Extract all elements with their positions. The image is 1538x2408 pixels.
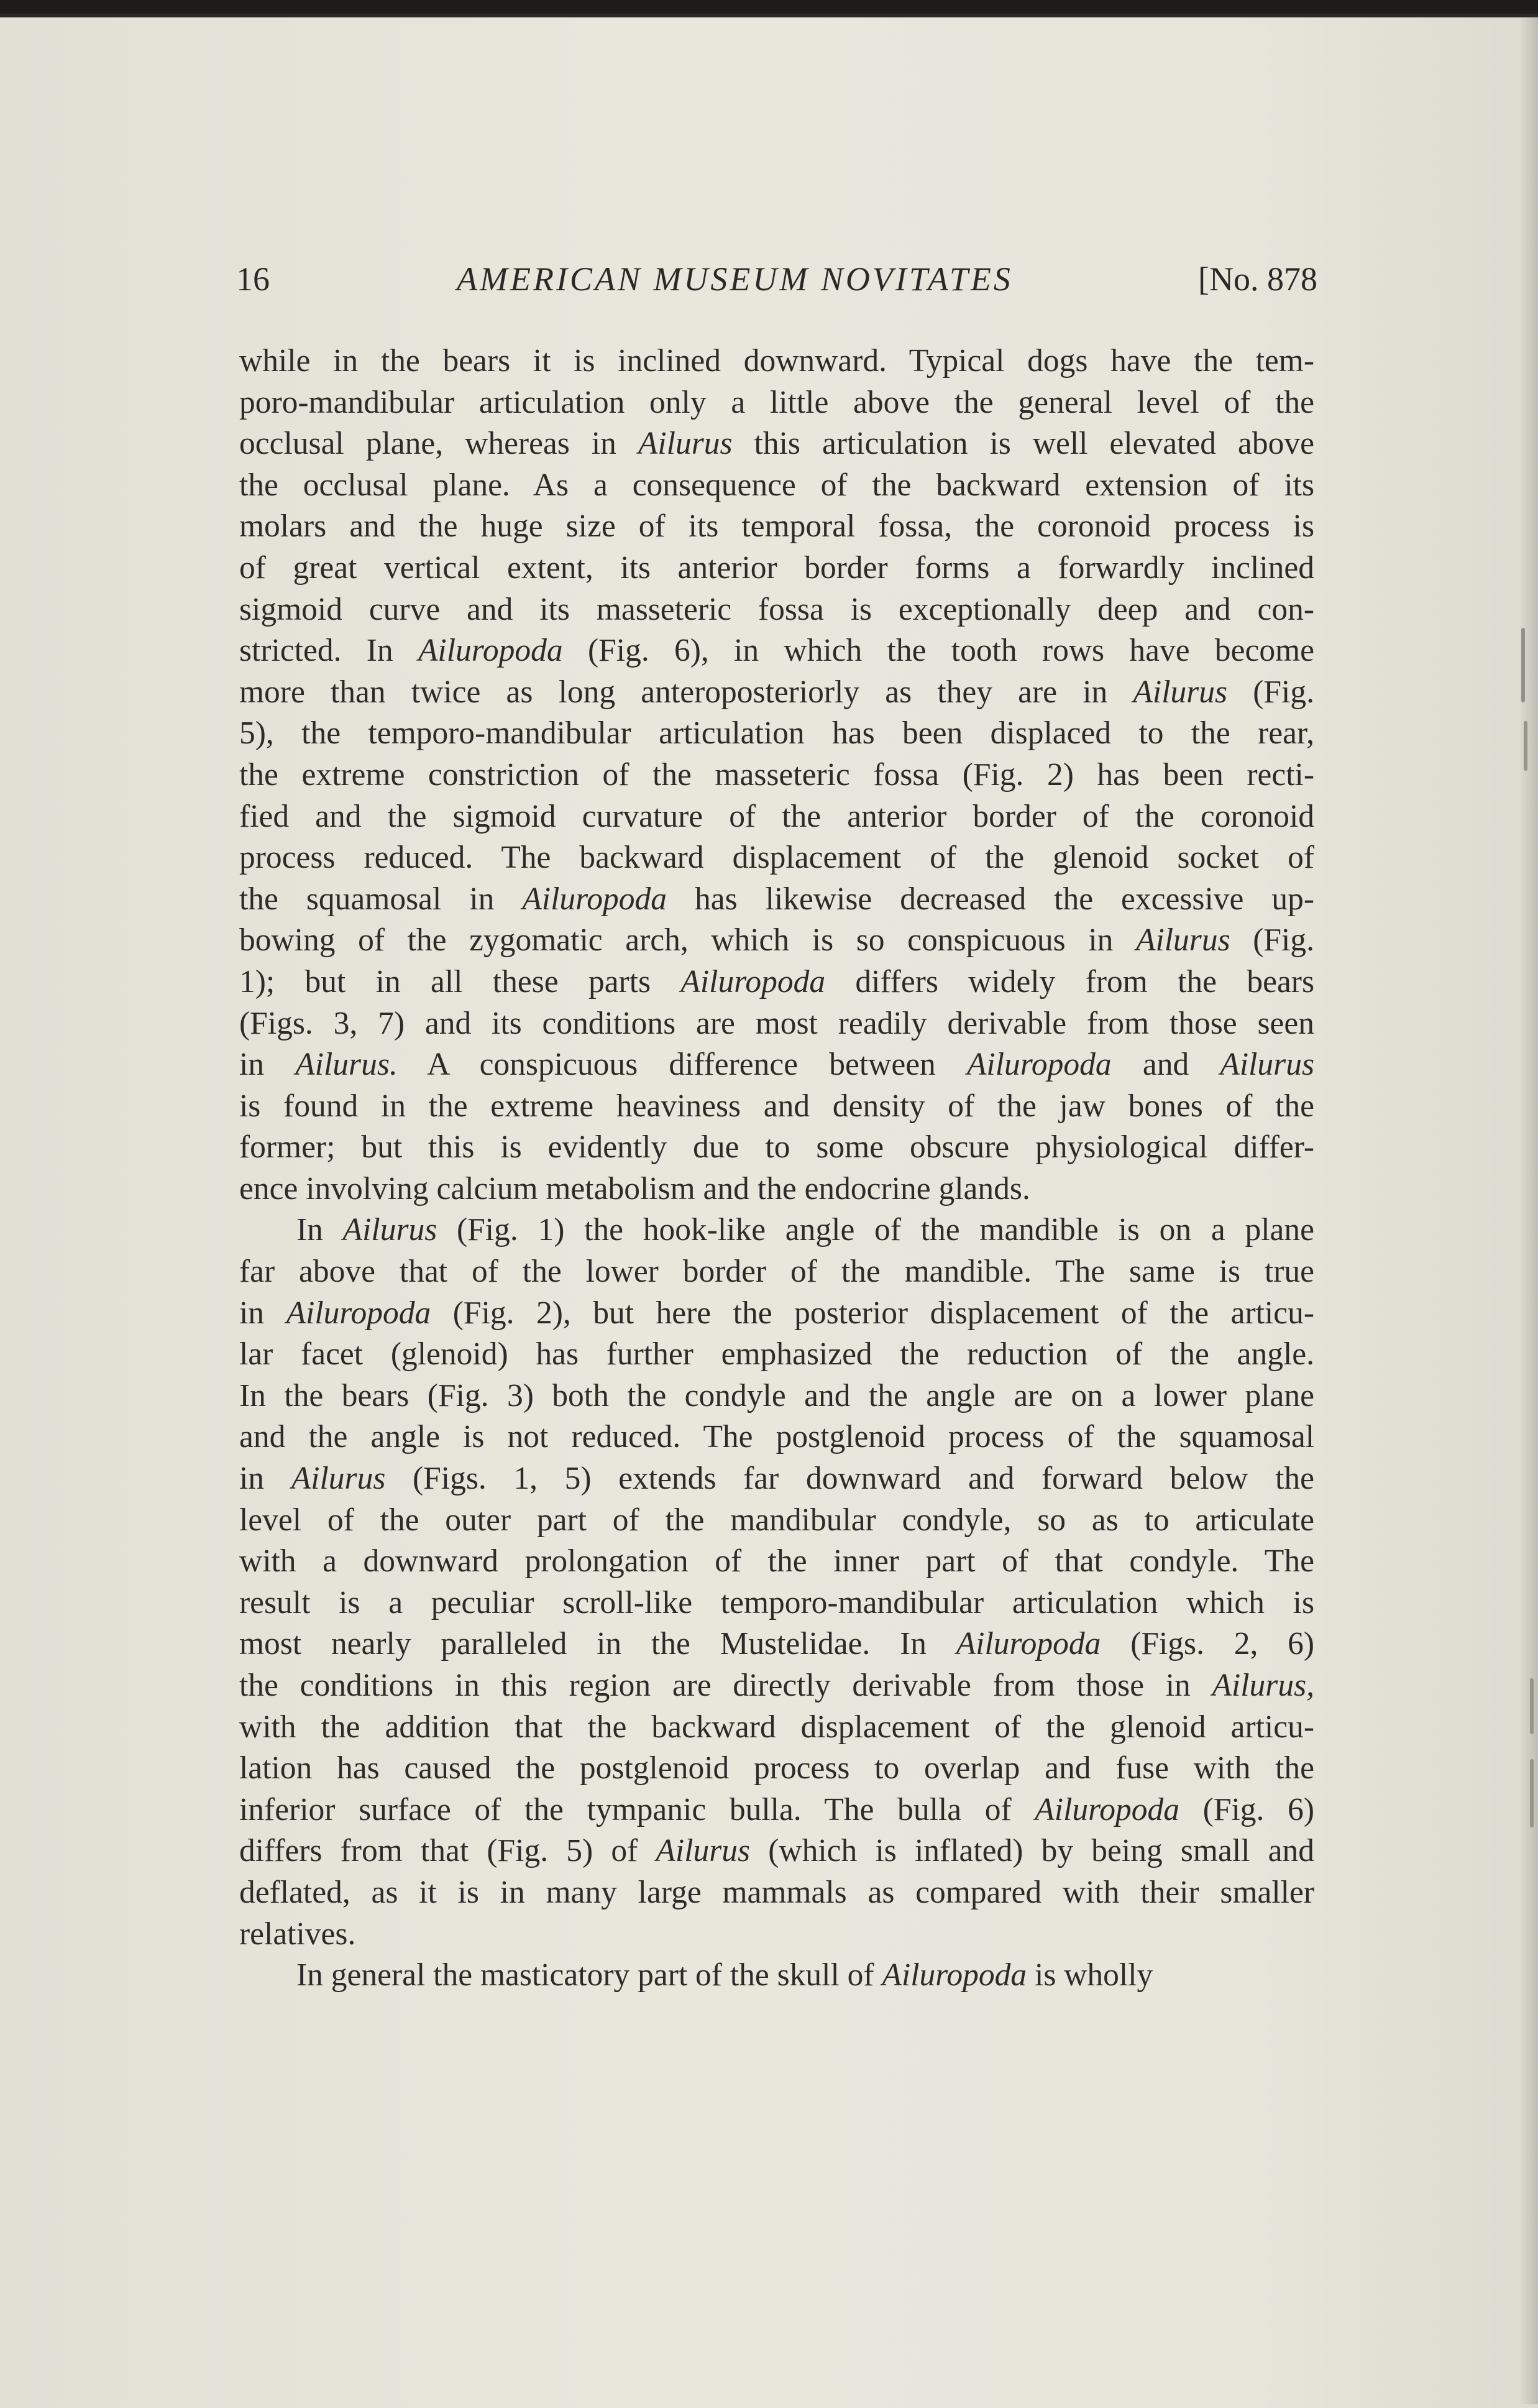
text-line: [239, 1872, 1314, 1914]
text-line: [239, 1293, 1314, 1335]
italic-taxon: Ailurus.: [295, 1047, 398, 1083]
text-run: (Fig.: [1230, 922, 1314, 958]
text-line: [239, 713, 1314, 755]
text-run: In general the masticatory part of the skull of: [296, 1957, 882, 1993]
text-run: stricted. In: [239, 633, 418, 669]
text-run: (Figs. 3, 7) and its conditions are most readily derivable from those seen: [239, 1005, 1314, 1041]
text-run: this articulation is well elevated above: [732, 426, 1314, 462]
text-line: [239, 1707, 1314, 1749]
text-run: (Fig. 1) the hook-like angle of the mandible is on a plane: [437, 1212, 1314, 1248]
text-run: 5), the temporo-mandibular articulation has been displaced to the rear,: [239, 715, 1314, 751]
text-line: [239, 1003, 1314, 1045]
text-run: fied and the sigmoid curvature of the anterior border of the coronoid: [239, 798, 1314, 834]
page-number: 16: [236, 260, 270, 298]
italic-taxon: Ailurus: [1133, 674, 1228, 710]
text-run: more than twice as long anteroposteriorly as they are in: [239, 674, 1133, 710]
text-run: while in the bears it is inclined downward. Typical dogs have the tem-: [239, 343, 1314, 379]
text-line: [239, 1790, 1314, 1831]
text-run: (Fig. 6): [1179, 1791, 1314, 1827]
text-run: poro-mandibular articulation only a little above the general level of the: [239, 384, 1314, 420]
text-run: of great vertical extent, its anterior border forms a forwardly inclined: [239, 549, 1314, 586]
text-run: level of the outer part of the mandibular condyle, so as to articulate: [239, 1502, 1314, 1538]
text-line: [239, 423, 1314, 465]
text-line: [239, 630, 1314, 672]
text-line: [239, 920, 1314, 962]
italic-taxon: Ailuropoda: [956, 1626, 1101, 1662]
text-line: [239, 1417, 1314, 1458]
text-run: lation has caused the postglenoid process to overlap and fuse with the: [239, 1750, 1314, 1786]
text-line: [239, 1127, 1314, 1169]
italic-taxon: Ailurus: [1135, 922, 1230, 958]
text-line: [239, 1044, 1314, 1086]
text-run: (Fig. 6), in which the tooth rows have become: [562, 633, 1315, 669]
text-line: [239, 1086, 1314, 1128]
text-line: [239, 465, 1314, 507]
text-run: (Fig.: [1227, 674, 1314, 710]
body-text: [239, 341, 1314, 1997]
text-run: in: [239, 1047, 296, 1083]
text-line: [239, 589, 1314, 631]
text-run: with the addition that the backward displacement of the glenoid articu-: [239, 1709, 1314, 1745]
text-run: (Figs. 2, 6): [1101, 1626, 1314, 1662]
italic-taxon: Ailuropoda: [522, 881, 667, 917]
italic-taxon: Ailurus: [638, 426, 733, 462]
text-line: [239, 962, 1314, 1003]
text-line: [239, 1376, 1314, 1417]
italic-taxon: Ailuropoda: [882, 1957, 1027, 1993]
text-run: differs widely from the bears: [825, 963, 1314, 1000]
italic-taxon: Ailuropoda: [418, 633, 563, 669]
text-line: [239, 1210, 1314, 1251]
text-line: [239, 1914, 1314, 1955]
running-header: [236, 260, 1317, 303]
text-line: [239, 879, 1314, 921]
text-line: [239, 1541, 1314, 1583]
text-run: is found in the extreme heaviness and density of the jaw bones of the: [239, 1088, 1314, 1124]
text-line: [239, 1251, 1314, 1293]
margin-mark: [1530, 1759, 1534, 1827]
text-run: the extreme constriction of the masseteric fossa (Fig. 2) has been recti-: [239, 756, 1314, 793]
text-line: [239, 548, 1314, 589]
text-line: [239, 1500, 1314, 1542]
margin-mark: [1524, 721, 1527, 771]
text-run: process reduced. The backward displacement of the glenoid socket of: [239, 840, 1314, 876]
text-line: [239, 506, 1314, 548]
text-run: has likewise decreased the excessive up-: [667, 881, 1314, 917]
text-run: molars and the huge size of its temporal fossa, the coronoid process is: [239, 508, 1314, 545]
text-run: the conditions in this region are directly derivable from those in: [239, 1668, 1212, 1703]
text-run: the occlusal plane. As a consequence of the backward extension of its: [239, 467, 1314, 503]
text-run: with a downward prolongation of the inner part of that condyle. The: [239, 1543, 1314, 1579]
page-edge-shadow: [1519, 14, 1538, 2404]
text-run: is wholly: [1027, 1957, 1153, 1993]
text-line: [239, 755, 1314, 796]
text-run: in: [239, 1461, 291, 1497]
text-run: deflated, as it is in many large mammals as compared with their smaller: [239, 1874, 1314, 1910]
text-line: [239, 1624, 1314, 1665]
italic-taxon: Ailuropoda: [286, 1295, 431, 1331]
text-line: [239, 1955, 1314, 1997]
text-run: most nearly paralleled in the Mustelidae. In: [239, 1626, 956, 1662]
text-run: far above that of the lower border of the mandible. The same is true: [239, 1254, 1314, 1290]
text-line: [239, 382, 1314, 424]
text-run: In the bears (Fig. 3) both the condyle and the angle are on a lower plane: [239, 1377, 1314, 1413]
italic-taxon: Ailuropoda: [1035, 1791, 1180, 1827]
text-run: result is a peculiar scroll-like temporo-mandibular articulation which is: [239, 1584, 1314, 1620]
text-run: lar facet (glenoid) has further emphasized the reduction of the angle.: [239, 1336, 1314, 1372]
text-run: A conspicuous difference between: [397, 1047, 967, 1083]
issue-number: [No. 878: [1198, 260, 1317, 298]
italic-taxon: Ailurus: [291, 1461, 386, 1497]
italic-taxon: Ailuropoda: [966, 1047, 1112, 1083]
text-line: [239, 1831, 1314, 1872]
text-line: [239, 1583, 1314, 1624]
text-line: [239, 672, 1314, 714]
text-run: In: [296, 1212, 343, 1248]
text-run: relatives.: [239, 1916, 356, 1952]
text-run: in: [239, 1295, 286, 1331]
text-line: [239, 1334, 1314, 1376]
text-run: ence involving calcium metabolism and the endocrine glands.: [239, 1170, 1030, 1206]
text-run: bowing of the zygomatic arch, which is so conspicuous in: [239, 922, 1136, 958]
text-line: [239, 1748, 1314, 1790]
margin-mark: [1530, 1678, 1534, 1734]
text-run: and the angle is not reduced. The postglenoid process of the squamosal: [239, 1419, 1314, 1455]
text-run: (Figs. 1, 5) extends far downward and forward below the: [385, 1461, 1314, 1497]
italic-taxon: Ailurus: [656, 1833, 751, 1869]
text-run: (which is inflated) by being small and: [750, 1833, 1314, 1869]
journal-title: AMERICAN MUSEUM NOVITATES: [457, 260, 1013, 298]
margin-mark: [1521, 628, 1525, 702]
text-line: [239, 1169, 1314, 1210]
text-run: former; but this is evidently due to some obscure physiological differ-: [239, 1129, 1314, 1165]
text-run: occlusal plane, whereas in: [239, 426, 638, 462]
text-line: [239, 796, 1314, 838]
text-line: [239, 837, 1314, 879]
text-run: differs from that (Fig. 5) of: [239, 1833, 656, 1869]
text-line: [239, 1458, 1314, 1500]
italic-taxon: Ailurus: [1220, 1047, 1315, 1083]
italic-taxon: Ailurus,: [1212, 1668, 1314, 1703]
text-line: [239, 1665, 1314, 1707]
text-run: inferior surface of the tympanic bulla. The bulla of: [239, 1791, 1035, 1827]
italic-taxon: Ailurus: [342, 1212, 437, 1248]
text-run: (Fig. 2), but here the posterior displacement of the articu-: [431, 1295, 1314, 1331]
italic-taxon: Ailuropoda: [680, 963, 826, 1000]
text-run: 1); but in all these parts: [239, 963, 681, 1000]
text-run: sigmoid curve and its masseteric fossa is exceptionally deep and con-: [239, 591, 1314, 627]
text-line: [239, 341, 1314, 382]
text-run: and: [1111, 1047, 1220, 1083]
text-run: the squamosal in: [239, 881, 523, 917]
